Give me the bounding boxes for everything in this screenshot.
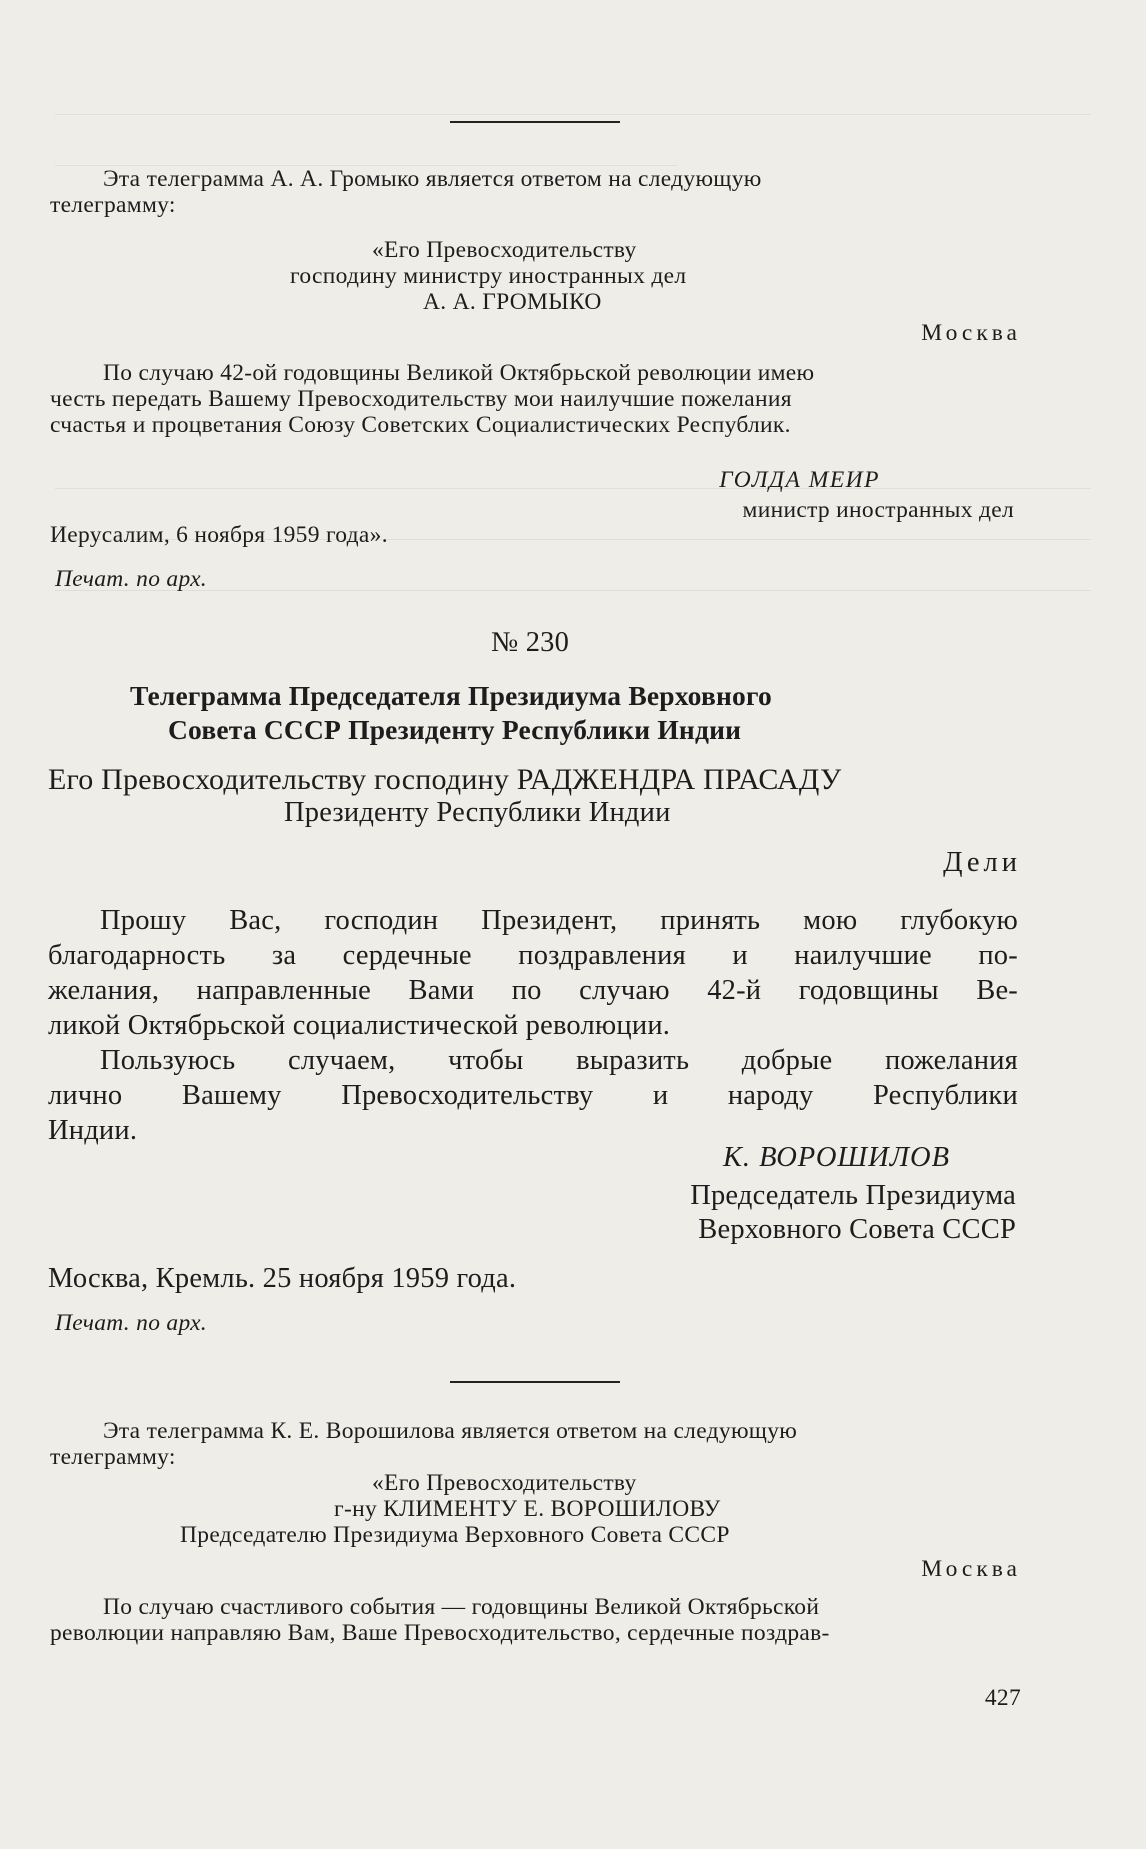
body-line: Индии. bbox=[48, 1115, 138, 1146]
body-line: желания, направленные Вами по случаю 42-й годовщины Ве- bbox=[48, 975, 1018, 1006]
signature-title: Председатель Президиума bbox=[690, 1180, 1016, 1211]
body-line: По случаю 42-ой годовщины Великой Октябрьской революции имею bbox=[103, 360, 815, 386]
signature-name: К. ВОРОШИЛОВ bbox=[722, 1142, 950, 1173]
body-line: По случаю счастливого события — годовщины Великой Октябрьской bbox=[103, 1594, 820, 1620]
body-line: Пользуюсь случаем, чтобы выразить добрые пожелания bbox=[100, 1045, 1018, 1076]
signature-name: ГОЛДА МЕИР bbox=[719, 467, 880, 493]
signature-title: министр иностранных дел bbox=[742, 497, 1014, 523]
source-note: Печат. по арх. bbox=[55, 1310, 207, 1336]
address-line: А. А. ГРОМЫКО bbox=[423, 289, 602, 315]
source-note: Печат. по арх. bbox=[55, 566, 207, 592]
page-number: 427 bbox=[984, 1685, 1021, 1711]
body-line: ликой Октябрьской социалистической революции. bbox=[48, 1010, 671, 1041]
body-line: честь передать Вашему Превосходительству мои наилучшие пожелания bbox=[50, 386, 792, 412]
body-line: благодарность за сердечные поздравления и наилучшие по- bbox=[48, 940, 1018, 971]
signature-title: Верховного Совета СССР bbox=[698, 1214, 1016, 1245]
body-line: революции направляю Вам, Ваше Превосходительство, сердечные поздрав- bbox=[50, 1620, 830, 1646]
document-number: № 230 bbox=[491, 627, 570, 658]
body-line: лично Вашему Превосходительству и народу Республики bbox=[48, 1080, 1018, 1111]
intro-line: телеграмму: bbox=[50, 192, 176, 218]
city-line: Москва bbox=[921, 320, 1021, 346]
intro-line bbox=[103, 166, 1018, 193]
address-line: Председателю Президиума Верховного Совета СССР bbox=[180, 1522, 730, 1548]
intro-line: телеграмму: bbox=[50, 1444, 176, 1470]
address-line: г-ну КЛИМЕНТУ Е. ВОРОШИЛОВУ bbox=[334, 1496, 721, 1522]
address-line: господину министру иностранных дел bbox=[290, 263, 687, 289]
body-line: счастья и процветания Союзу Советских Социалистических Республик. bbox=[50, 412, 791, 438]
date-line: Москва, Кремль. 25 ноября 1959 года. bbox=[48, 1263, 517, 1294]
address-line: Президенту Республики Индии bbox=[284, 797, 671, 828]
address-line: «Его Превосходительству bbox=[372, 1470, 637, 1496]
address-line: «Его Превосходительству bbox=[372, 237, 637, 263]
separator-rule bbox=[450, 1381, 620, 1383]
address-line: Его Превосходительству господину РАДЖЕНДРА ПРАСАДУ bbox=[48, 763, 842, 796]
document-title-line: Телеграмма Председателя Президиума Верховного bbox=[130, 680, 772, 711]
date-line: Иерусалим, 6 ноября 1959 года». bbox=[50, 522, 388, 548]
city-line: Москва bbox=[921, 1556, 1021, 1582]
city-line: Дели bbox=[943, 847, 1021, 878]
body-line: Прошу Вас, господин Президент, принять мою глубокую bbox=[100, 905, 1018, 936]
intro-line: Эта телеграмма К. Е. Ворошилова является ответом на следующую bbox=[103, 1418, 798, 1444]
intro-text: Эта телеграмма А. А. Громыко является ответом на следующую bbox=[103, 166, 762, 192]
separator-rule bbox=[450, 121, 620, 123]
document-title-line: Совета СССР Президенту Республики Индии bbox=[168, 714, 742, 745]
